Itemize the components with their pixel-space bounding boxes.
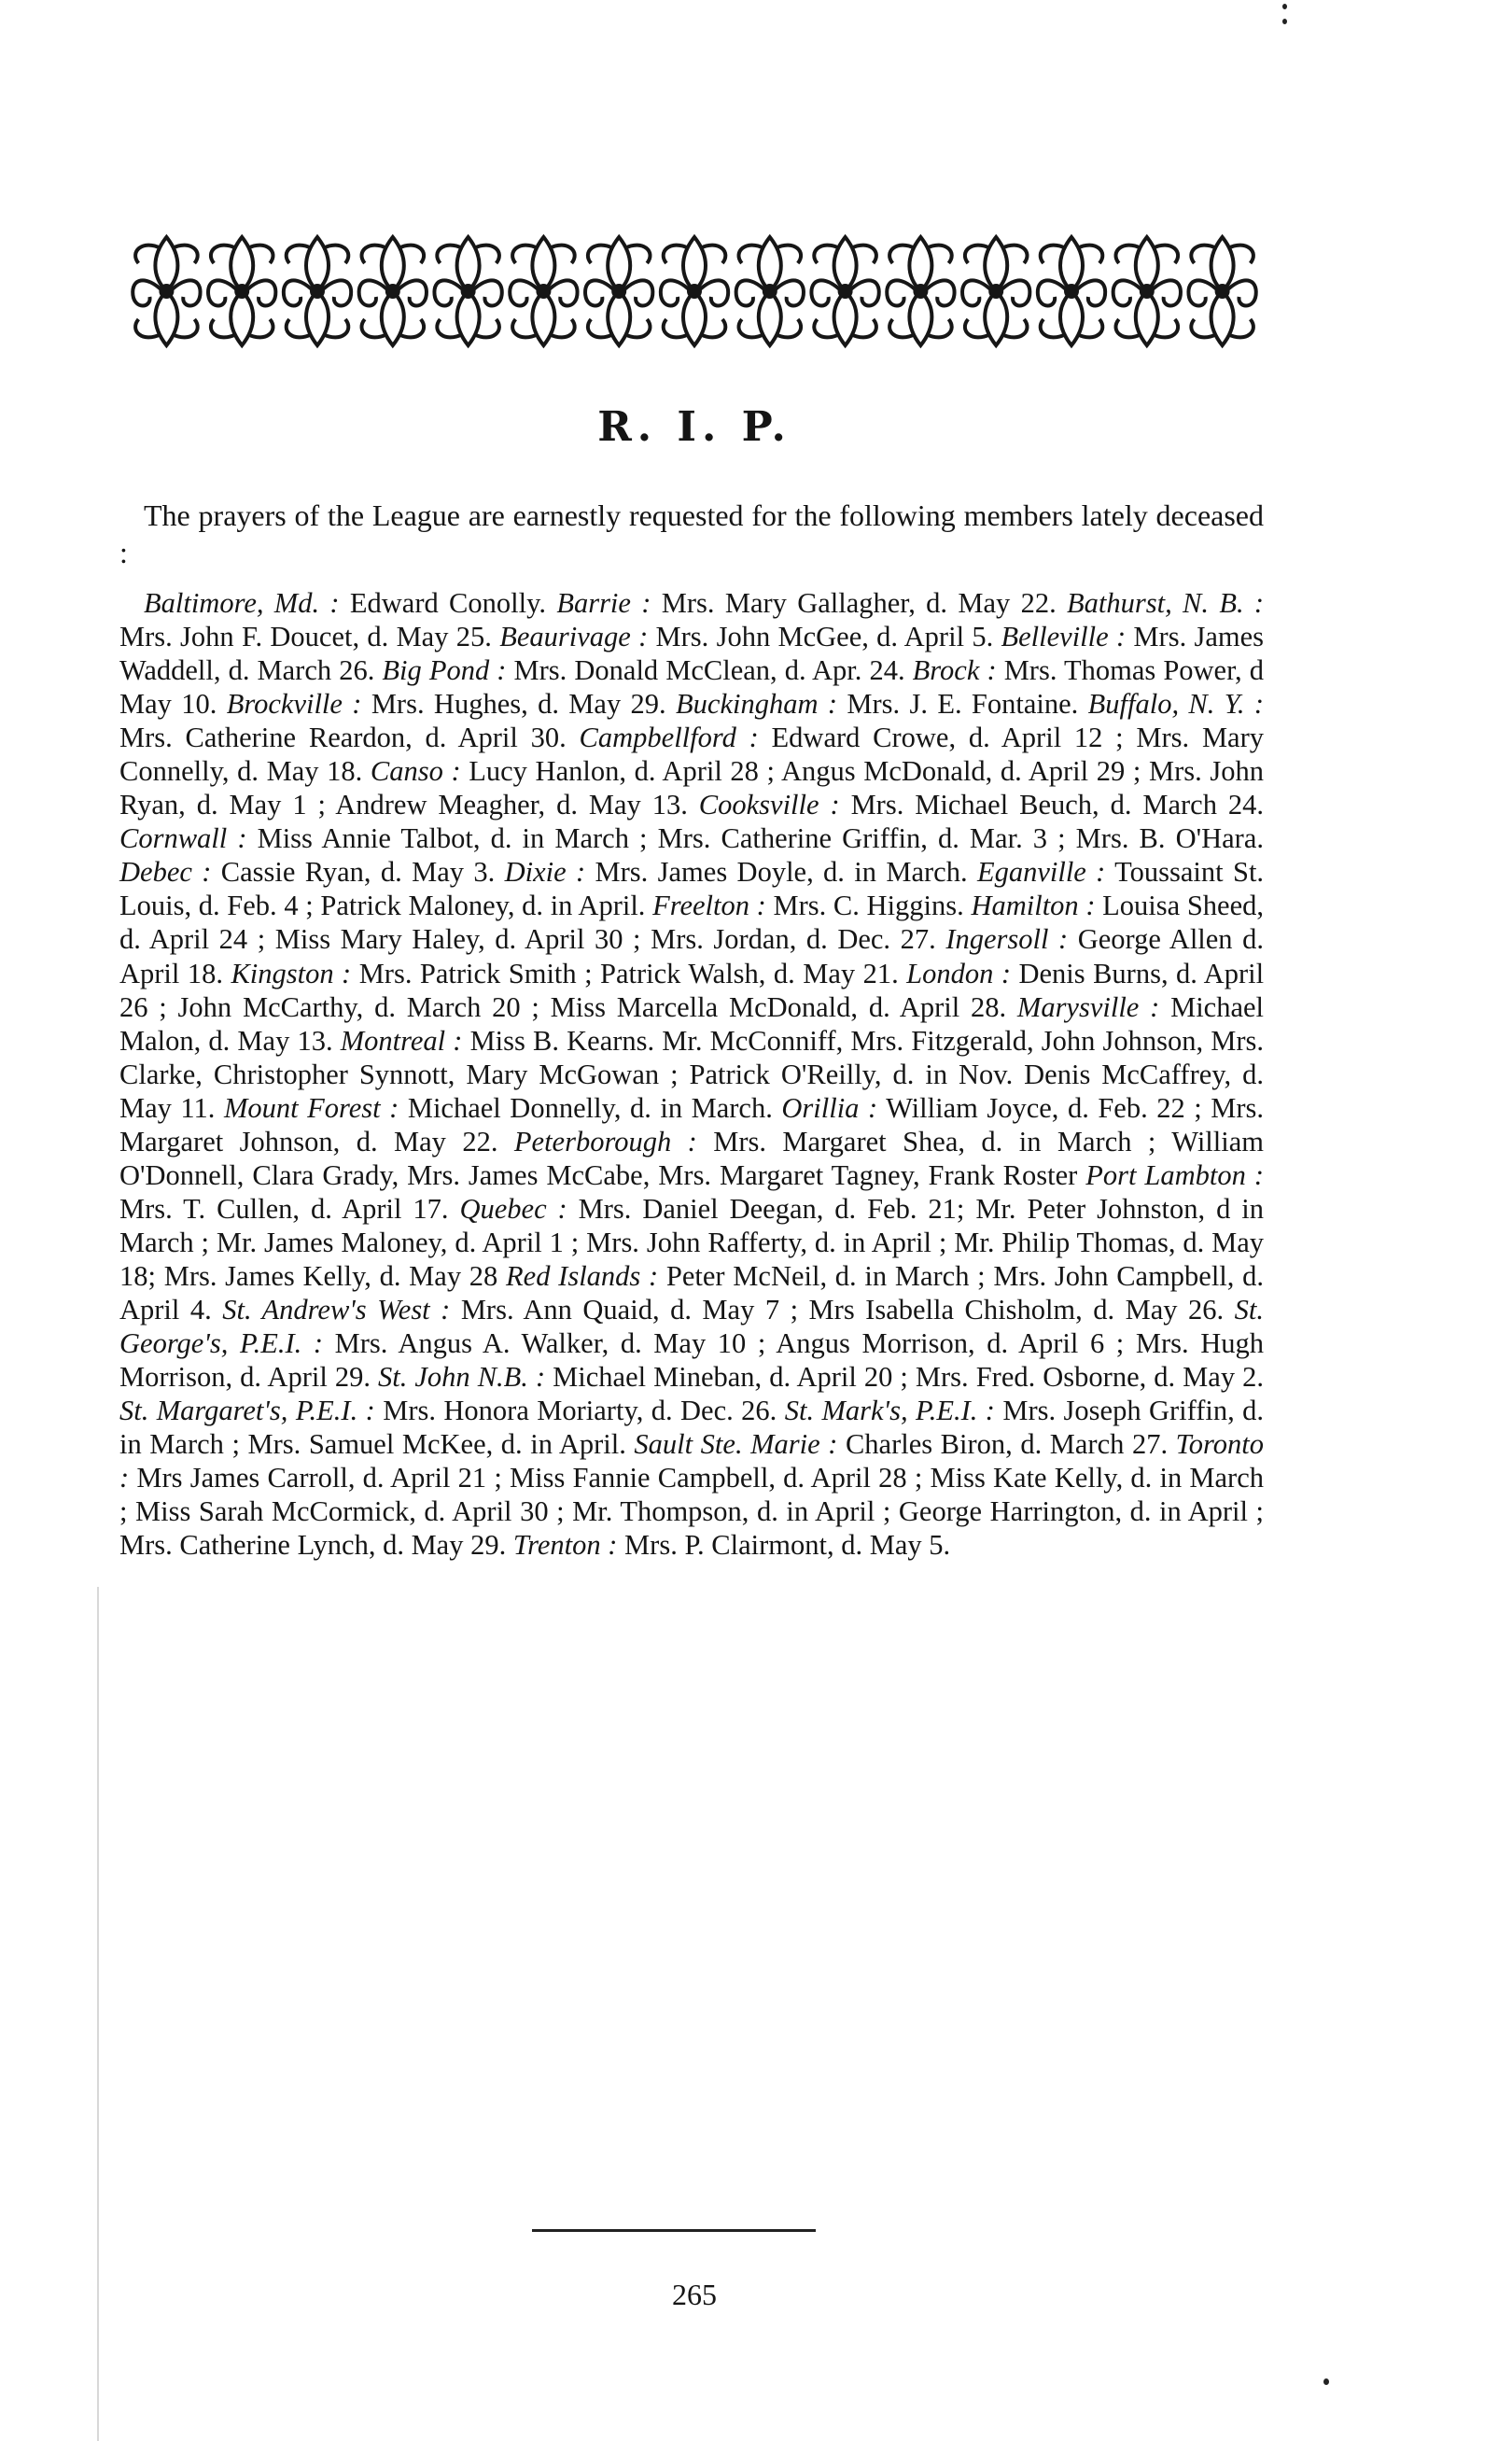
place-name: Trenton : [512,1529,618,1562]
deceased-names: George Allen d. April 18. [119,923,1264,989]
floral-border-ornament [129,231,1260,351]
deceased-names: Miss B. Kearns. Mr. McConniff, Mrs. Fitzgerald, John Johnson, Mrs. Clarke, Christopher Synnott, Mary McGowan ; Patrick O'Reilly, d. in Nov. Denis McCaffrey, d. May 11. [119,1024,1265,1124]
place-name: Hamilton : [971,890,1096,922]
place-name: Eganville : [976,856,1106,889]
place-name: Montreal : [340,1024,463,1057]
deceased-names: Mrs. C. Higgins. [773,890,964,922]
margin-dot [1282,4,1287,9]
deceased-names: Mrs. James Waddell, d. March 26. [119,621,1265,687]
place-name: St. Andrew's West : [222,1293,451,1326]
deceased-names: Mrs. J. E. Fontaine. [847,688,1079,721]
place-name: Sault Ste. Marie : [634,1428,838,1461]
page-edge-line [97,1587,99,2441]
place-name: Bathurst, N. B. : [1067,587,1265,619]
deceased-names: Mrs. Donald McClean, d. Apr. 24. [513,654,905,687]
deceased-names: Cassie Ryan, d. May 3. [220,856,496,889]
deceased-names: Mrs. Patrick Smith ; Patrick Walsh, d. May 21. [358,957,899,989]
place-name: Buckingham : [676,688,838,721]
deceased-names: Mrs. Angus A. Walker, d. May 10 ; Angus Morrison, d. April 6 ; Mrs. Hugh Morrison, d. April 29. [119,1327,1264,1394]
place-name: Ingersoll : [945,923,1069,956]
place-name: St. John N.B. : [378,1361,546,1394]
deceased-names: Charles Biron, d. March 27. [845,1428,1169,1461]
deceased-names: Louisa Sheed, d. April 24 ; Miss Mary Haley, d. April 30 ; Mrs. Jordan, d. Dec. 27. [119,890,1265,956]
divider-rule [532,2229,816,2232]
deceased-names: Mrs. James Doyle, d. in March. [595,856,968,889]
deceased-names: Mrs. Mary Gallagher, d. May 22. [661,587,1057,619]
intro-paragraph: The prayers of the League are earnestly requested for the following members lately deceased : [119,498,1264,569]
place-name: Freelton : [652,890,766,922]
deceased-names: Michael Malon, d. May 13. [119,990,1265,1057]
place-name: Buffalo, N. Y. : [1087,688,1265,721]
place-name: Brockville : [226,688,362,721]
deceased-names: William Joyce, d. Feb. 22 ; Mrs. Margaret Johnson, d. May 22. [119,1091,1265,1157]
place-name: Orillia : [781,1091,878,1124]
deceased-names: Mrs. T. Cullen, d. April 17. [119,1192,449,1225]
deceased-names: Mrs. Honora Moriarty, d. Dec. 26. [383,1395,777,1427]
deceased-names: Mrs. Daniel Deegan, d. Feb. 21; Mr. Peter Johnston, d in March ; Mr. James Maloney, d. April 1 ; Mrs. John Rafferty, d. in April ; Mr. Philip Thomas, d. May 18; Mrs. James Kelly, d. May 28 [119,1192,1265,1292]
place-name: Kingston : [231,957,352,989]
deceased-names: Michael Donnelly, d. in March. [407,1091,773,1124]
deceased-names: Edward Conolly. [349,587,546,619]
deceased-names: Mrs. Hughes, d. May 29. [371,688,666,721]
deceased-list [119,586,1264,1562]
deceased-names: Mrs. Ann Quaid, d. May 7 ; Mrs Isabella Chisholm, d. May 26. [460,1293,1225,1326]
deceased-names: Mrs. Catherine Reardon, d. April 30. [119,722,567,754]
place-name: Marysville : [1016,990,1160,1023]
place-name: Dixie : [504,856,586,889]
place-name: Baltimore, Md. : [144,587,340,619]
place-name: Canso : [370,755,461,788]
place-name: Port Lambton : [1085,1158,1264,1191]
place-name: Peterborough : [513,1125,697,1157]
deceased-names: Michael Mineban, d. April 20 ; Mrs. Fred. Osborne, d. May 2. [553,1361,1264,1394]
place-name: St. Margaret's, P.E.I. : [119,1395,375,1427]
deceased-names: Denis Burns, d. April 26 ; John McCarthy, d. March 20 ; Miss Marcella McDonald, d. April 28. [119,957,1265,1023]
place-name: St. George's, P.E.I. : [119,1293,1265,1360]
place-name: Debec : [119,856,212,889]
place-name: Campbellford : [579,722,759,754]
margin-dot [1323,2378,1329,2385]
place-name: Mount Forest : [223,1091,399,1124]
place-name: Red Islands : [506,1259,659,1292]
deceased-names: Mrs. Margaret Shea, d. in March ; William O'Donnell, Clara Grady, Mrs. James McCabe, Mrs. Margaret Tagney, Frank Roster [119,1125,1264,1191]
place-name: Brock : [912,654,997,687]
deceased-names: Mrs. Thomas Power, d May 10. [119,654,1264,721]
place-name: Quebec : [459,1192,567,1225]
deceased-names: Peter McNeil, d. in March ; Mrs. John Campbell, d. April 4. [119,1259,1265,1326]
deceased-names: Mrs. P. Clairmont, d. May 5. [624,1529,951,1562]
deceased-names: Mrs. Michael Beuch, d. March 24. [850,789,1265,821]
place-name: Beaurivage : [499,621,649,653]
deceased-names: Mrs. Joseph Griffin, d. in March ; Mrs. Samuel McKee, d. in April. [119,1395,1265,1461]
margin-dot [1282,19,1287,24]
deceased-names: Mrs James Carroll, d. April 21 ; Miss Fannie Campbell, d. April 28 ; Miss Kate Kelly, d. in March ; Miss Sarah McCormick, d. April 30 ; Mr. Thompson, d. in April ; George Harrington, d. in April ; Mrs. Catherine Lynch, d. May 29. [119,1462,1264,1562]
place-name: Barrie : [556,587,651,619]
deceased-names: Toussaint St. Louis, d. Feb. 4 ; Patrick Maloney, d. in April. [119,856,1265,922]
deceased-names: Edward Crowe, d. April 12 ; Mrs. Mary Connelly, d. May 18. [119,722,1265,788]
place-name: Big Pond : [382,654,507,687]
deceased-names: Mrs. John F. Doucet, d. May 25. [119,621,492,653]
deceased-names: Lucy Hanlon, d. April 28 ; Angus McDonald, d. April 29 ; Mrs. John Ryan, d. May 1 ; Andrew Meagher, d. May 13. [119,755,1264,821]
place-name: St. Mark's, P.E.I. : [784,1395,995,1427]
page-number: 265 [672,2278,717,2311]
place-name: Belleville : [1001,621,1127,653]
place-name: Cornwall : [119,822,247,855]
place-name: London : [906,957,1011,989]
deceased-names: Miss Annie Talbot, d. in March ; Mrs. Catherine Griffin, d. Mar. 3 ; Mrs. B. O'Hara. [257,822,1264,855]
deceased-names: Mrs. John McGee, d. April 5. [655,621,994,653]
place-name: Cooksville : [698,789,840,821]
place-name: Toronto : [119,1428,1265,1494]
page-title: R. I. P. [597,403,791,451]
